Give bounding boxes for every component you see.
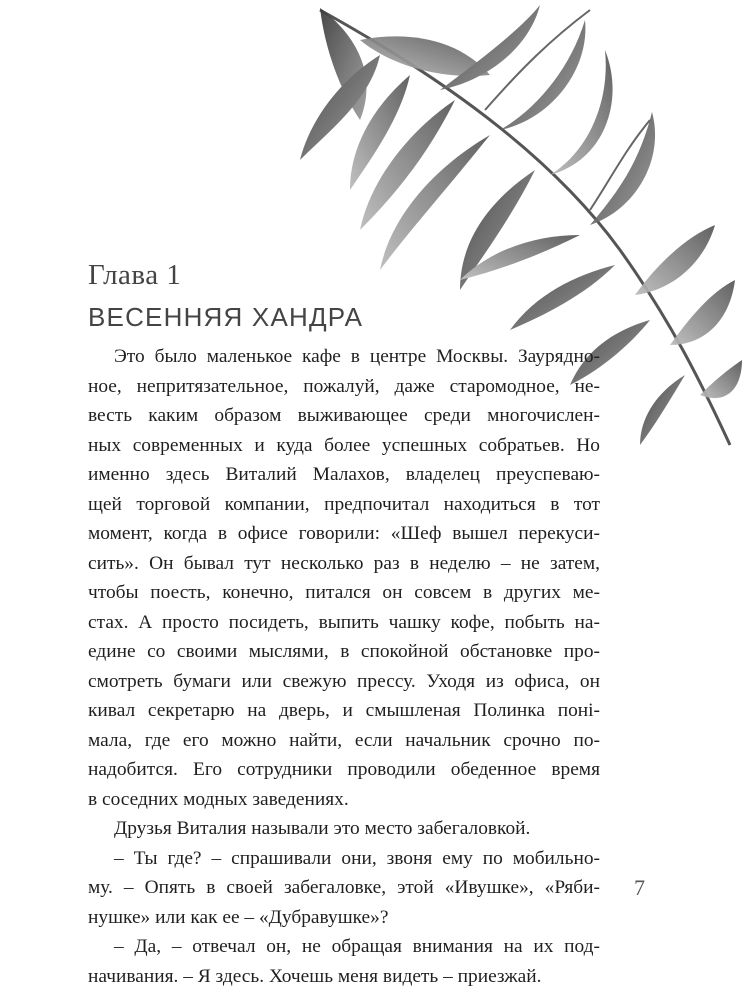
text-line: надобится. Его сотрудники проводили обеденное время xyxy=(88,759,600,780)
text-line: весть каким образом выживающее среди многочислен- xyxy=(88,405,600,426)
chapter-body xyxy=(88,342,600,991)
text-line: стах. А просто посидеть, выпить чашку кофе, побыть на- xyxy=(88,611,600,633)
text-line: му. – Опять в своей забегаловке, этой «Ивушке», «Ряби- xyxy=(88,877,600,898)
text-line: в соседних модных заведениях. xyxy=(88,788,349,810)
text-line: – Ты где? – спрашивали они, звоня ему по мобильно- xyxy=(114,847,600,869)
text-line: чтобы поесть, конечно, питался он совсем в других ме- xyxy=(88,582,600,603)
text-line: смотреть бумаги или свежую прессу. Уходя из офиса, он xyxy=(88,670,600,692)
text-line: щей торговой компании, предпочитал находиться в тот xyxy=(88,493,600,515)
text-line: мала, где его можно найти, если начальник срочно по- xyxy=(88,729,600,751)
chapter-title: ВЕСЕННЯЯ ХАНДРА xyxy=(88,302,364,332)
text-line: Друзья Виталия называли это место забегаловкой. xyxy=(114,818,531,839)
chapter-label: Глава 1 xyxy=(88,259,182,291)
text-line: момент, когда в офисе говорили: «Шеф вышел перекуси- xyxy=(88,523,600,544)
text-line: нушке» или как ее – «Дубравушке»? xyxy=(88,906,389,928)
text-line: – Да, – отвечал он, не обращая внимания на их под- xyxy=(114,936,600,957)
text-line: именно здесь Виталий Малахов, владелец преуспеваю- xyxy=(88,464,600,485)
text-line: Это было маленькое кафе в центре Москвы. Заурядно- xyxy=(114,346,600,367)
page-number: 7 xyxy=(634,875,645,900)
text-line: сить». Он бывал тут несколько раз в неделю – не затем, xyxy=(88,552,600,574)
text-line: ных современных и куда более успешных собратьев. Но xyxy=(88,434,600,456)
text-line: кивал секретарю на дверь, и смышленая Полинка поні- xyxy=(88,700,600,721)
text-line: начивания. – Я здесь. Хочешь меня видеть – приезжай. xyxy=(88,965,542,987)
chapter-heading xyxy=(88,256,363,337)
text-line: ное, непритязательное, пожалуй, даже старомодное, не- xyxy=(88,375,600,397)
text-line: едине со своими мыслями, в спокойной обстановке про- xyxy=(88,641,600,662)
